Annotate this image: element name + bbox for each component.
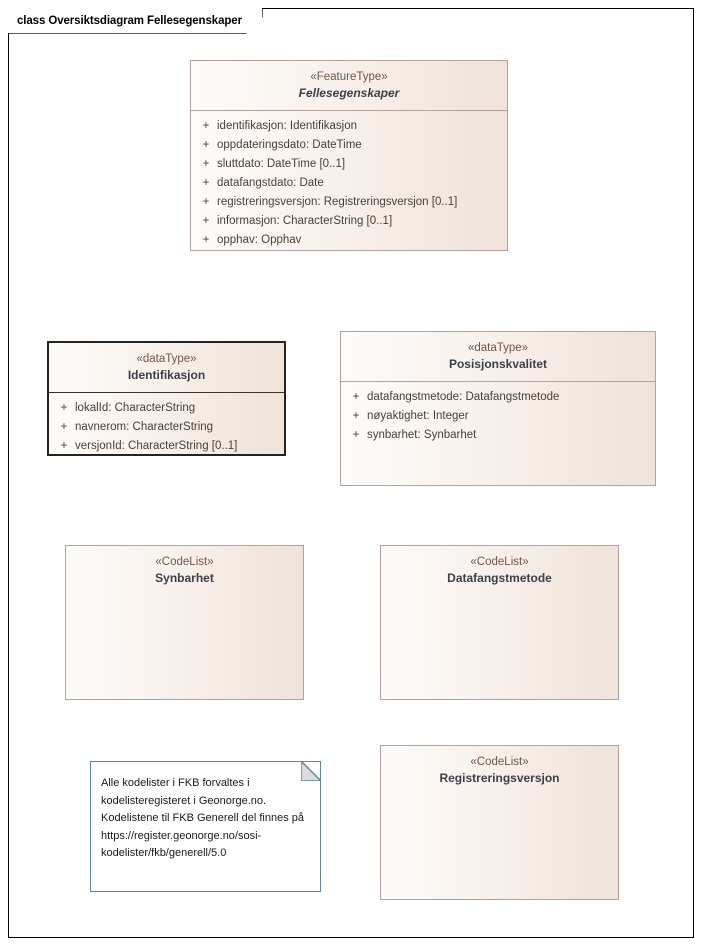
attribute-visibility: + [202, 158, 210, 171]
attribute-text: datafangstmetode: Datafangstmetode [367, 391, 560, 404]
class-datafangstmetode[interactable] [380, 545, 619, 700]
attribute-visibility: + [60, 402, 68, 415]
attribute-text: oppdateringsdato: DateTime [217, 139, 362, 152]
class-identifikasjon-name: Identifikasjon [127, 367, 206, 382]
class-synbarhet[interactable] [65, 545, 304, 700]
diagram-title-tab[interactable] [8, 8, 262, 33]
class-posisjonskvalitet-name: Posisjonskvalitet [448, 356, 548, 371]
class-identifikasjon-attributes [49, 393, 284, 464]
attribute-text: registreringsversjon: Registreringsversjon [0..1] [217, 196, 458, 209]
class-posisjonskvalitet-header [341, 332, 655, 382]
attribute-text: versjonId: CharacterString [0..1] [75, 440, 238, 453]
attribute-row[interactable] [53, 418, 280, 437]
attribute-text: datafangstdato: Date [217, 177, 324, 190]
attribute-text: nøyaktighet: Integer [367, 410, 469, 423]
class-registreringsversjon[interactable] [380, 745, 619, 900]
class-registreringsversjon-name: Registreringsversjon [439, 770, 560, 785]
class-registreringsversjon-stereotype: «CodeList» [470, 756, 529, 768]
attribute-visibility: + [60, 421, 68, 434]
attribute-visibility: + [202, 177, 210, 190]
note-kodelister-text: Alle kodelister i FKB forvaltes i kodelisteregisteret i Geonorge.no. Kodelistene til FKB Generell del finnes på https://register.geonorge.no/sosi-kodelister/fkb/generell/5.0 [101, 777, 305, 859]
class-posisjonskvalitet-stereotype: «dataType» [467, 342, 529, 354]
class-fellesegenskaper-name: Fellesegenskaper [298, 85, 400, 100]
attribute-visibility: + [60, 440, 68, 453]
attribute-text: lokalId: CharacterString [75, 402, 196, 415]
class-posisjonskvalitet[interactable] [340, 331, 656, 486]
class-fellesegenskaper-attributes [191, 111, 507, 258]
class-fellesegenskaper-stereotype: «FeatureType» [310, 71, 388, 83]
attribute-row[interactable] [195, 174, 503, 193]
attribute-row[interactable] [195, 155, 503, 174]
attribute-row[interactable] [53, 399, 280, 418]
class-synbarhet-name: Synbarhet [155, 570, 214, 585]
attribute-row[interactable] [195, 136, 503, 155]
attribute-row[interactable] [345, 426, 651, 445]
class-synbarhet-header [66, 546, 303, 595]
class-identifikasjon[interactable] [47, 341, 286, 456]
diagram-title-label: class Oversiktsdiagram Fellesegenskaper [17, 14, 242, 27]
attribute-visibility: + [202, 139, 210, 152]
attribute-visibility: + [202, 120, 210, 133]
attribute-row[interactable] [53, 437, 280, 456]
class-identifikasjon-header [49, 343, 284, 393]
note-kodelister[interactable] [90, 761, 321, 892]
attribute-text: informasjon: CharacterString [0..1] [217, 215, 393, 228]
attribute-visibility: + [352, 429, 360, 442]
attribute-text: identifikasjon: Identifikasjon [217, 120, 357, 133]
attribute-row[interactable] [195, 212, 503, 231]
class-synbarhet-stereotype: «CodeList» [155, 556, 214, 568]
attribute-text: opphav: Opphav [217, 234, 302, 247]
attribute-visibility: + [202, 234, 210, 247]
attribute-visibility: + [352, 391, 360, 404]
class-fellesegenskaper-header [191, 61, 507, 111]
attribute-visibility: + [202, 196, 210, 209]
attribute-text: synbarhet: Synbarhet [367, 429, 477, 442]
note-fold-corner-icon [301, 761, 321, 781]
attribute-row[interactable] [345, 388, 651, 407]
class-datafangstmetode-stereotype: «CodeList» [470, 556, 529, 568]
attribute-text: sluttdato: DateTime [0..1] [217, 158, 346, 171]
class-identifikasjon-stereotype: «dataType» [136, 353, 197, 365]
attribute-visibility: + [202, 215, 210, 228]
attribute-text: navnerom: CharacterString [75, 421, 214, 434]
class-registreringsversjon-header [381, 746, 618, 795]
class-fellesegenskaper[interactable] [190, 60, 508, 251]
class-datafangstmetode-name: Datafangstmetode [447, 570, 552, 585]
attribute-row[interactable] [195, 117, 503, 136]
attribute-visibility: + [352, 410, 360, 423]
class-datafangstmetode-header [381, 546, 618, 595]
class-posisjonskvalitet-attributes [341, 382, 655, 453]
attribute-row[interactable] [195, 231, 503, 250]
attribute-row[interactable] [345, 407, 651, 426]
diagram-title-tab-inner [8, 8, 262, 33]
attribute-row[interactable] [195, 193, 503, 212]
